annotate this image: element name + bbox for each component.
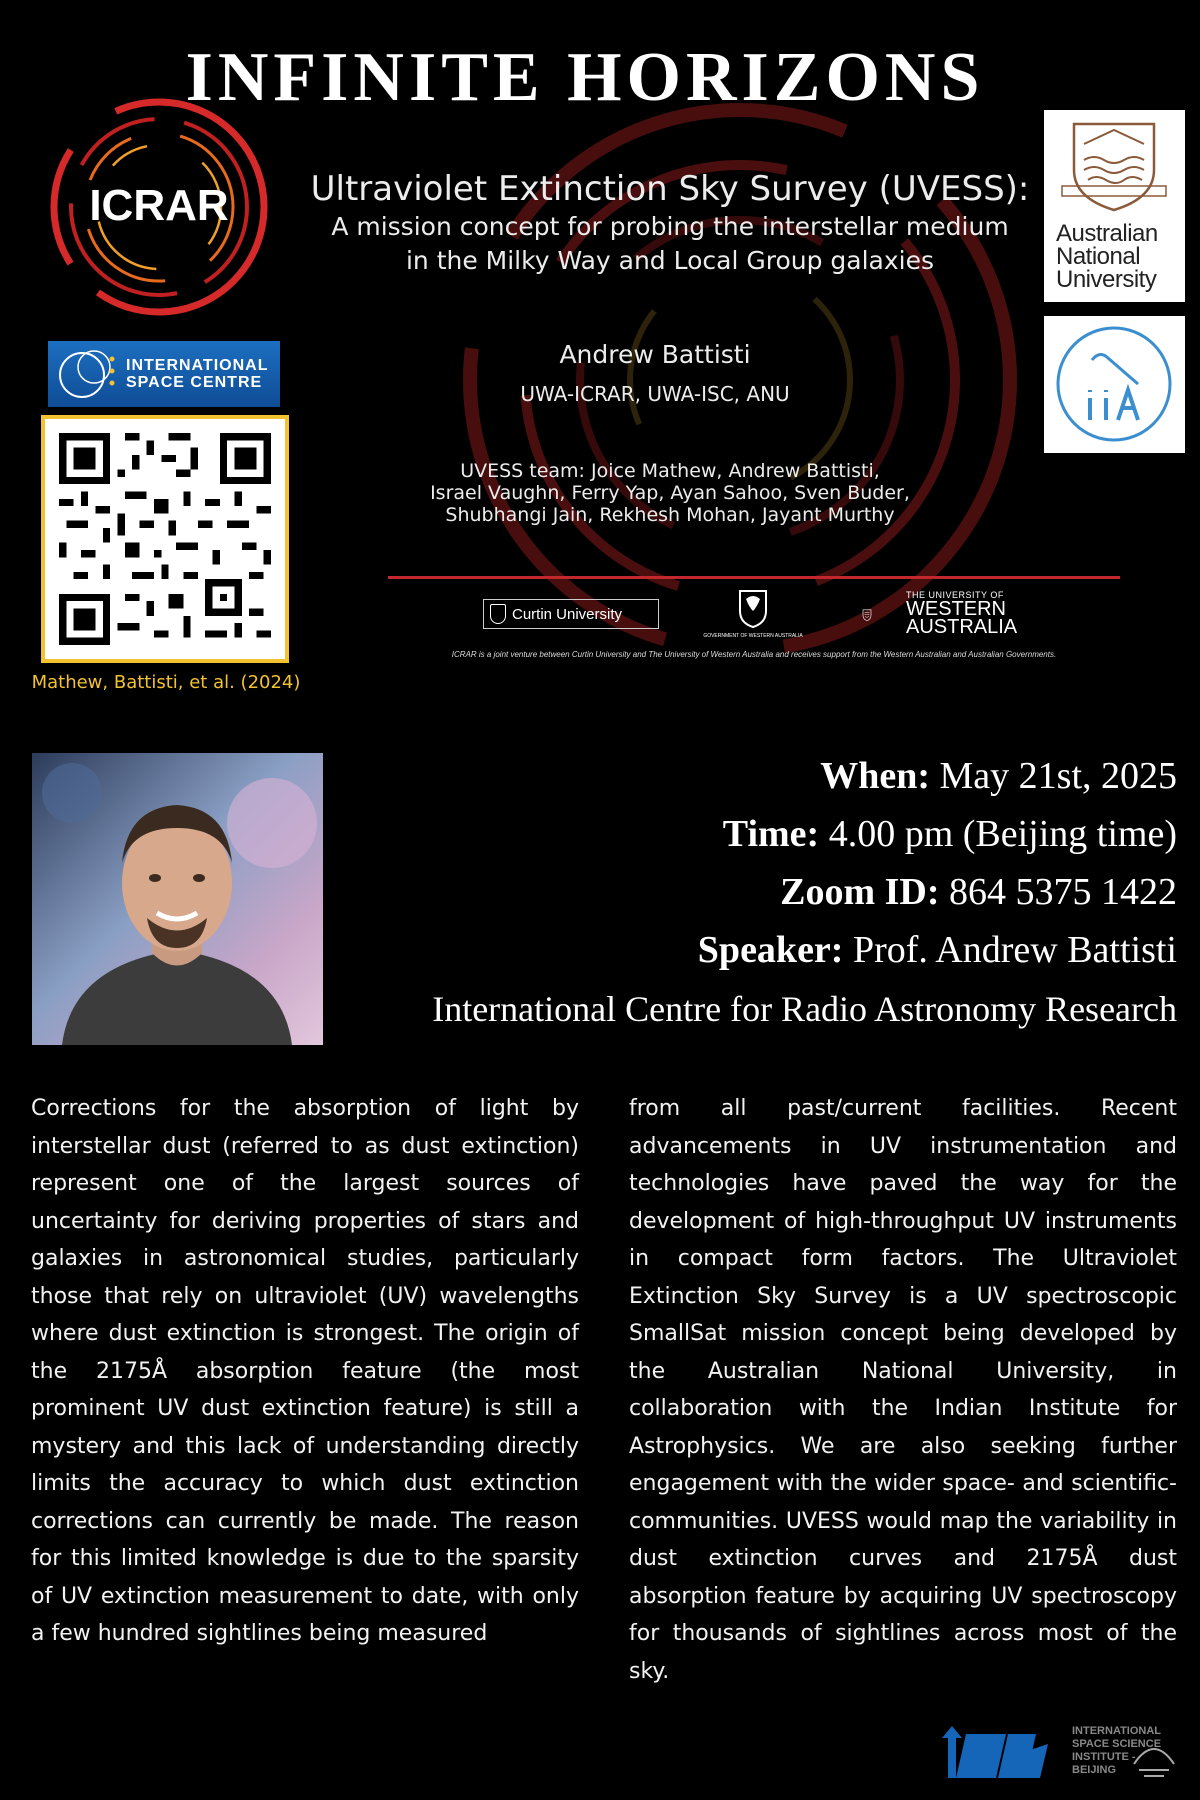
zoom-label: Zoom ID:	[780, 871, 940, 913]
icrar-logo	[38, 92, 280, 322]
slide-title-line-3: in the Milky Way and Local Group galaxies	[405, 246, 935, 275]
uvess-team	[400, 460, 940, 526]
qr-code[interactable]	[41, 415, 289, 663]
red-divider	[388, 576, 1120, 579]
curtin-shield-icon	[490, 604, 506, 624]
issi-logo	[934, 1714, 1184, 1790]
issi-line-4: BEIJING	[1072, 1764, 1117, 1776]
icrar-logo-text: ICRAR	[89, 181, 229, 230]
event-time	[357, 812, 1177, 856]
uwa-crest-icon	[862, 590, 902, 640]
slide-speaker-name: Andrew Battisti	[559, 340, 751, 369]
anu-crest-icon	[1044, 110, 1185, 220]
isc-logo	[48, 341, 280, 407]
curtin-logo-text: Curtin University	[512, 605, 623, 623]
team-line-1: UVESS team: Joice Mathew, Andrew Battisti,	[460, 460, 880, 482]
speaker-value: Prof. Andrew Battisti	[852, 929, 1177, 971]
qr-code-pattern	[59, 433, 271, 645]
issi-line-3: INSTITUTE -	[1072, 1751, 1136, 1763]
anu-line-3: University	[1056, 266, 1157, 293]
abstract-right-column: from all past/current facilities. Recent advancements in UV instrumentation and technologies have paved the way for the development of high-throughput UV instruments in compact form factors. The Ultraviolet Extinction Sky Survey is a UV spectroscopic SmallSat mission concept being developed by the Australian National University, in collaboration with the Indian Institute for Astrophysics. We are also seeking further engagement with the wider space- and scientific-communities. UVESS would map the variability in dust extinction curves and 2175Å dust absorption feature by acquiring UV spectroscopy for thousands of sightlines across most of the sky.	[629, 1096, 1177, 1684]
time-label: Time:	[722, 813, 820, 855]
isc-line-2: SPACE CENTRE	[126, 374, 263, 391]
uwa-line-1: WESTERN	[906, 598, 1006, 620]
issi-line-2: SPACE SCIENCE	[1072, 1738, 1162, 1750]
isc-line-1: INTERNATIONAL	[126, 357, 269, 374]
poster-title: INFINITE HORIZONS	[185, 39, 985, 116]
speaker-label: Speaker:	[697, 929, 844, 971]
slide-speaker-affiliation: UWA-ICRAR, UWA-ISC, ANU	[520, 382, 790, 406]
wa-gov-text: GOVERNMENT OF WESTERN AUSTRALIA	[703, 633, 803, 639]
speaker-institution: International Centre for Radio Astronomy Research	[432, 989, 1177, 1029]
anu-line-1: Australian	[1056, 220, 1158, 247]
abstract-left-column: Corrections for the absorption of light by interstellar dust (referred to as dust extinction) represent one of the largest sources of uncertainty for deriving properties of stars and galaxies in astronomical studies, particularly those that rely on ultraviolet (UV) wavelengths where dust extinction is strongest. The origin of the 2175Å absorption feature (the most prominent UV dust extinction feature) is still a mystery and this lack of understanding directly limits the accuracy to which dust extinction corrections can currently be made. The reason for this limited knowledge is due to the sparsity of UV extinction measurement to date, with only a few hundred sightlines being measured	[31, 1096, 579, 1646]
slide-title-line-1: Ultraviolet Extinction Sky Survey (UVESS):	[310, 169, 1030, 209]
joint-venture-note: ICRAR is a joint venture between Curtin University and The University of Western Australia and receives support from the Western Australian and Australian Governments.	[451, 650, 1057, 659]
team-line-2: Israel Vaughn, Ferry Yap, Ayan Sahoo, Sven Buder,	[430, 482, 910, 504]
uwa-line-2: AUSTRALIA	[906, 616, 1018, 638]
uwa-small-text: THE UNIVERSITY OF	[906, 590, 1004, 600]
qr-caption: Mathew, Battisti, et al. (2024)	[31, 672, 301, 693]
event-zoom-id	[357, 870, 1177, 914]
when-value: May 21st, 2025	[939, 755, 1177, 797]
anu-logo-text	[1056, 222, 1158, 291]
iia-logo	[1044, 316, 1185, 453]
issi-line-1: INTERNATIONAL	[1072, 1725, 1162, 1737]
zoom-value: 864 5375 1422	[949, 871, 1177, 913]
slide-title-line-2: A mission concept for probing the interstellar medium	[331, 212, 1009, 241]
anu-logo	[1044, 110, 1185, 302]
isc-logo-text	[126, 357, 268, 391]
when-label: When:	[820, 755, 930, 797]
iia-emblem-icon	[1044, 316, 1185, 453]
event-speaker	[357, 928, 1177, 972]
time-value: 4.00 pm (Beijing time)	[828, 813, 1177, 855]
team-line-3: Shubhangi Jain, Rekhesh Mohan, Jayant Murthy	[445, 504, 895, 526]
wa-government-logo	[703, 585, 803, 645]
isc-orbit-icon	[52, 341, 122, 407]
event-when	[357, 754, 1177, 798]
anu-line-2: National	[1056, 243, 1141, 270]
slide-title-block	[310, 168, 1030, 278]
uwa-logo-text	[906, 590, 1017, 636]
curtin-logo	[483, 599, 659, 629]
